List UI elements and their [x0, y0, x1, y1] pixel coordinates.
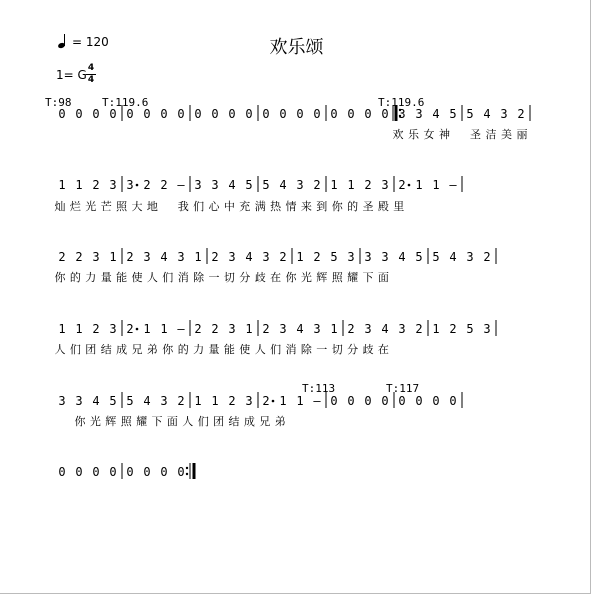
- lyric-char: 乐: [408, 128, 419, 141]
- lyric-char: 你: [162, 343, 174, 356]
- lyric-char: 兄: [259, 415, 271, 428]
- note: 1: [75, 178, 83, 192]
- lyric-char: 照: [116, 200, 128, 213]
- note: 0: [143, 107, 151, 121]
- note: 0: [75, 465, 83, 479]
- lyric-char: 成: [116, 343, 128, 356]
- note: 2: [228, 394, 236, 408]
- lyric-char: 洁: [485, 128, 497, 141]
- note: 4: [143, 394, 151, 408]
- note: 3: [364, 322, 372, 336]
- note: 2: [517, 107, 525, 121]
- note: 0: [245, 107, 253, 121]
- note: 0: [296, 107, 304, 121]
- lyric-char: 在: [270, 271, 282, 284]
- note: 0: [211, 107, 219, 121]
- note: 5: [466, 107, 474, 121]
- lyric-char: 你: [54, 271, 66, 284]
- note: 5: [449, 107, 457, 121]
- lyric-char: 人: [54, 343, 66, 356]
- note: 0: [398, 394, 406, 408]
- note: 0: [279, 107, 287, 121]
- note: 3: [364, 250, 372, 264]
- note: 0: [194, 107, 202, 121]
- lyric-char: 地: [146, 200, 158, 213]
- note: 0: [313, 107, 321, 121]
- lyric-char: 耀: [347, 271, 359, 284]
- lyric-char: 光: [300, 271, 312, 284]
- note: 2: [126, 322, 134, 336]
- lyric-char: 能: [223, 343, 235, 356]
- lyric-char: 人: [182, 415, 194, 428]
- dot: [136, 328, 139, 331]
- lyric-char: 光: [85, 200, 97, 213]
- note: 1: [143, 322, 151, 336]
- note: 2: [262, 394, 270, 408]
- lyric-char: 在: [377, 343, 389, 356]
- lyric-char: 殿: [377, 200, 389, 213]
- lyric-char: 面: [166, 415, 178, 428]
- note: 2: [449, 322, 457, 336]
- note: 3: [500, 107, 508, 121]
- key-signature: 1= G: [56, 68, 87, 82]
- note: 5: [126, 394, 134, 408]
- note: 0: [347, 394, 355, 408]
- note: 4: [432, 107, 440, 121]
- note: 0: [364, 107, 372, 121]
- note: 1: [58, 322, 66, 336]
- lyric-char: 切: [223, 271, 235, 284]
- note: 1: [58, 178, 66, 192]
- lyric-char: 情: [285, 200, 297, 213]
- lyric-char: 的: [69, 271, 81, 284]
- note: 3: [415, 107, 423, 121]
- note: 0: [364, 394, 372, 408]
- dash-note: –: [449, 178, 457, 192]
- note: 0: [347, 107, 355, 121]
- lyric-char: 弟: [146, 343, 158, 356]
- lyric-char: 灿: [54, 200, 66, 213]
- note: 2: [126, 250, 134, 264]
- dash-note: –: [313, 394, 321, 408]
- note: 0: [160, 465, 168, 479]
- lyric-char: 一: [316, 343, 328, 356]
- note: 2: [279, 250, 287, 264]
- note: 3: [177, 250, 185, 264]
- lyric-char: 们: [193, 200, 205, 213]
- note: 1: [194, 250, 202, 264]
- lyric-char: 我: [177, 200, 189, 213]
- dot: [408, 184, 411, 187]
- note: 0: [160, 107, 168, 121]
- note: 1: [75, 322, 83, 336]
- note: 2: [313, 250, 321, 264]
- note: 3: [245, 394, 253, 408]
- tempo-marker: T:98: [45, 96, 72, 109]
- lyric-char: 除: [193, 271, 205, 284]
- time-signature-top: 4: [87, 63, 95, 73]
- note: 0: [262, 107, 270, 121]
- repeat-dot: [186, 473, 188, 475]
- lyric-char: 热: [270, 200, 282, 213]
- note: 1: [279, 394, 287, 408]
- note: 1: [330, 322, 338, 336]
- note: 2: [262, 322, 270, 336]
- lyric-char: 们: [270, 343, 282, 356]
- lyric-char: 神: [439, 128, 450, 141]
- note: 2: [194, 322, 202, 336]
- lyric-char: 量: [208, 343, 220, 356]
- tempo-marker: T:113: [302, 382, 336, 395]
- note: 0: [75, 107, 83, 121]
- note: 2: [347, 322, 355, 336]
- note: 2: [92, 178, 100, 192]
- lyric-char: 歧: [362, 343, 374, 356]
- lyric-char: 耀: [136, 415, 148, 428]
- lyric-char: 女: [423, 128, 435, 141]
- lyric-char: 欢: [392, 128, 404, 141]
- note: 4: [245, 250, 253, 264]
- note: 2: [92, 322, 100, 336]
- note: 5: [466, 322, 474, 336]
- lyric-char: 成: [243, 415, 255, 428]
- lyric-char: 结: [228, 415, 240, 428]
- note: 2: [313, 178, 321, 192]
- lyric-char: 弟: [274, 415, 286, 428]
- lyric-char: 中: [223, 200, 235, 213]
- note: 3: [279, 322, 287, 336]
- lyric-char: 你: [285, 271, 297, 284]
- lyric-char: 的: [177, 343, 189, 356]
- note: 1: [432, 178, 440, 192]
- note: 3: [75, 394, 83, 408]
- note: 2: [398, 178, 406, 192]
- note: 1: [415, 178, 423, 192]
- note: 2: [211, 250, 219, 264]
- lyric-char: 人: [254, 343, 266, 356]
- dot: [272, 400, 275, 403]
- lyric-char: 们: [197, 415, 209, 428]
- lyric-char: 量: [100, 271, 112, 284]
- note: 4: [449, 250, 457, 264]
- lyric-char: 来: [300, 200, 312, 213]
- note: 3: [109, 178, 117, 192]
- note: 1: [347, 178, 355, 192]
- lyric-char: 美: [501, 128, 512, 141]
- note: 5: [109, 394, 117, 408]
- note: 0: [449, 394, 457, 408]
- note: 0: [126, 465, 134, 479]
- note: 4: [92, 394, 100, 408]
- note: 3: [211, 178, 219, 192]
- lyric-char: 下: [362, 271, 374, 284]
- note: 4: [160, 250, 168, 264]
- note: 0: [177, 465, 185, 479]
- note: 3: [381, 250, 389, 264]
- lyric-char: 消: [285, 343, 297, 356]
- lyric-char: 你: [331, 200, 343, 213]
- lyric-char: 们: [69, 343, 81, 356]
- lyric-char: 力: [85, 271, 97, 284]
- note: 2: [211, 322, 219, 336]
- song-title: 欢乐颂: [269, 37, 324, 58]
- note: 2: [483, 250, 491, 264]
- lyric-char: 兄: [131, 343, 143, 356]
- note: 5: [330, 250, 338, 264]
- lyric-char: 除: [300, 343, 312, 356]
- note: 1: [330, 178, 338, 192]
- note: 2: [160, 178, 168, 192]
- note: 2: [143, 178, 151, 192]
- note: 4: [398, 250, 406, 264]
- lyric-char: 里: [393, 200, 405, 213]
- note: 3: [228, 250, 236, 264]
- tempo-text: = 120: [72, 35, 109, 49]
- note: 0: [177, 107, 185, 121]
- note: 0: [58, 107, 66, 121]
- note: 3: [398, 107, 406, 121]
- note: 3: [466, 250, 474, 264]
- note: 5: [415, 250, 423, 264]
- lyric-char: 满: [254, 200, 266, 213]
- lyric-char: 歧: [254, 271, 266, 284]
- note: 3: [313, 322, 321, 336]
- lyric-char: 面: [377, 271, 389, 284]
- note: 0: [58, 465, 66, 479]
- note: 1: [109, 250, 117, 264]
- note: 2: [415, 322, 423, 336]
- note: 1: [211, 394, 219, 408]
- lyric-char: 人: [146, 271, 158, 284]
- note: 0: [381, 107, 389, 121]
- lyric-char: 辉: [105, 415, 117, 428]
- lyric-char: 切: [331, 343, 343, 356]
- note: 4: [279, 178, 287, 192]
- lyric-char: 充: [239, 200, 251, 213]
- lyric-char: 能: [116, 271, 128, 284]
- note: 3: [347, 250, 355, 264]
- lyric-char: 结: [100, 343, 112, 356]
- note: 5: [245, 178, 253, 192]
- lyric-char: 光: [89, 415, 101, 428]
- dot: [136, 184, 139, 187]
- lyric-char: 团: [85, 343, 97, 356]
- lyric-char: 圣: [362, 200, 374, 213]
- lyric-char: 大: [131, 200, 143, 213]
- note: 1: [432, 322, 440, 336]
- note: 0: [126, 107, 134, 121]
- lyric-char: 照: [331, 271, 343, 284]
- lyric-char: 烂: [69, 200, 81, 213]
- lyric-char: 你: [74, 415, 86, 428]
- lyric-char: 的: [347, 200, 359, 213]
- note: 2: [177, 394, 185, 408]
- tempo-marker: T:119.6: [102, 96, 149, 109]
- note: 0: [330, 107, 338, 121]
- note: 0: [330, 394, 338, 408]
- note: 1: [245, 322, 253, 336]
- note: 3: [143, 250, 151, 264]
- lyric-char: 照: [120, 415, 132, 428]
- note: 0: [432, 394, 440, 408]
- note: 0: [415, 394, 423, 408]
- lyric-char: 下: [151, 415, 163, 428]
- lyric-char: 消: [177, 271, 189, 284]
- note: 3: [92, 250, 100, 264]
- note: 4: [296, 322, 304, 336]
- note: 1: [296, 394, 304, 408]
- note: 0: [92, 465, 100, 479]
- note: 3: [109, 322, 117, 336]
- note: 4: [228, 178, 236, 192]
- note: 3: [228, 322, 236, 336]
- dash-note: –: [177, 178, 185, 192]
- lyric-char: 们: [162, 271, 174, 284]
- note: 3: [262, 250, 270, 264]
- note: 2: [58, 250, 66, 264]
- note: 4: [483, 107, 491, 121]
- lyric-char: 分: [239, 271, 251, 284]
- note: 3: [398, 322, 406, 336]
- note: 1: [160, 322, 168, 336]
- lyric-char: 芒: [100, 200, 112, 213]
- note: 1: [296, 250, 304, 264]
- lyric-char: 使: [131, 271, 143, 284]
- note: 3: [58, 394, 66, 408]
- note: 0: [109, 465, 117, 479]
- lyric-char: 分: [347, 343, 359, 356]
- lyric-char: 到: [316, 200, 328, 213]
- tempo-marker: T:119.6: [378, 96, 425, 109]
- lyric-char: 团: [213, 415, 225, 428]
- lyric-char: 使: [239, 343, 251, 356]
- note: 3: [194, 178, 202, 192]
- note: 0: [143, 465, 151, 479]
- note: 0: [228, 107, 236, 121]
- note: 2: [364, 178, 372, 192]
- lyric-char: 力: [193, 343, 205, 356]
- note: 0: [92, 107, 100, 121]
- repeat-dot: [186, 467, 188, 469]
- lyric-char: 圣: [470, 128, 481, 141]
- note: 1: [194, 394, 202, 408]
- note: 0: [381, 394, 389, 408]
- note: 5: [432, 250, 440, 264]
- tempo-marker: T:117: [386, 382, 420, 395]
- lyric-char: 心: [208, 200, 220, 213]
- lyric-char: 丽: [516, 128, 528, 141]
- note: 3: [381, 178, 389, 192]
- note: 5: [262, 178, 270, 192]
- note: 4: [381, 322, 389, 336]
- note: 0: [109, 107, 117, 121]
- note: 3: [483, 322, 491, 336]
- time-signature-bottom: 4: [87, 75, 95, 85]
- note: 3: [296, 178, 304, 192]
- note: 3: [160, 394, 168, 408]
- note: 2: [75, 250, 83, 264]
- note: 3: [126, 178, 134, 192]
- dash-note: –: [177, 322, 185, 336]
- lyric-char: 辉: [316, 271, 328, 284]
- lyric-char: 一: [208, 271, 220, 284]
